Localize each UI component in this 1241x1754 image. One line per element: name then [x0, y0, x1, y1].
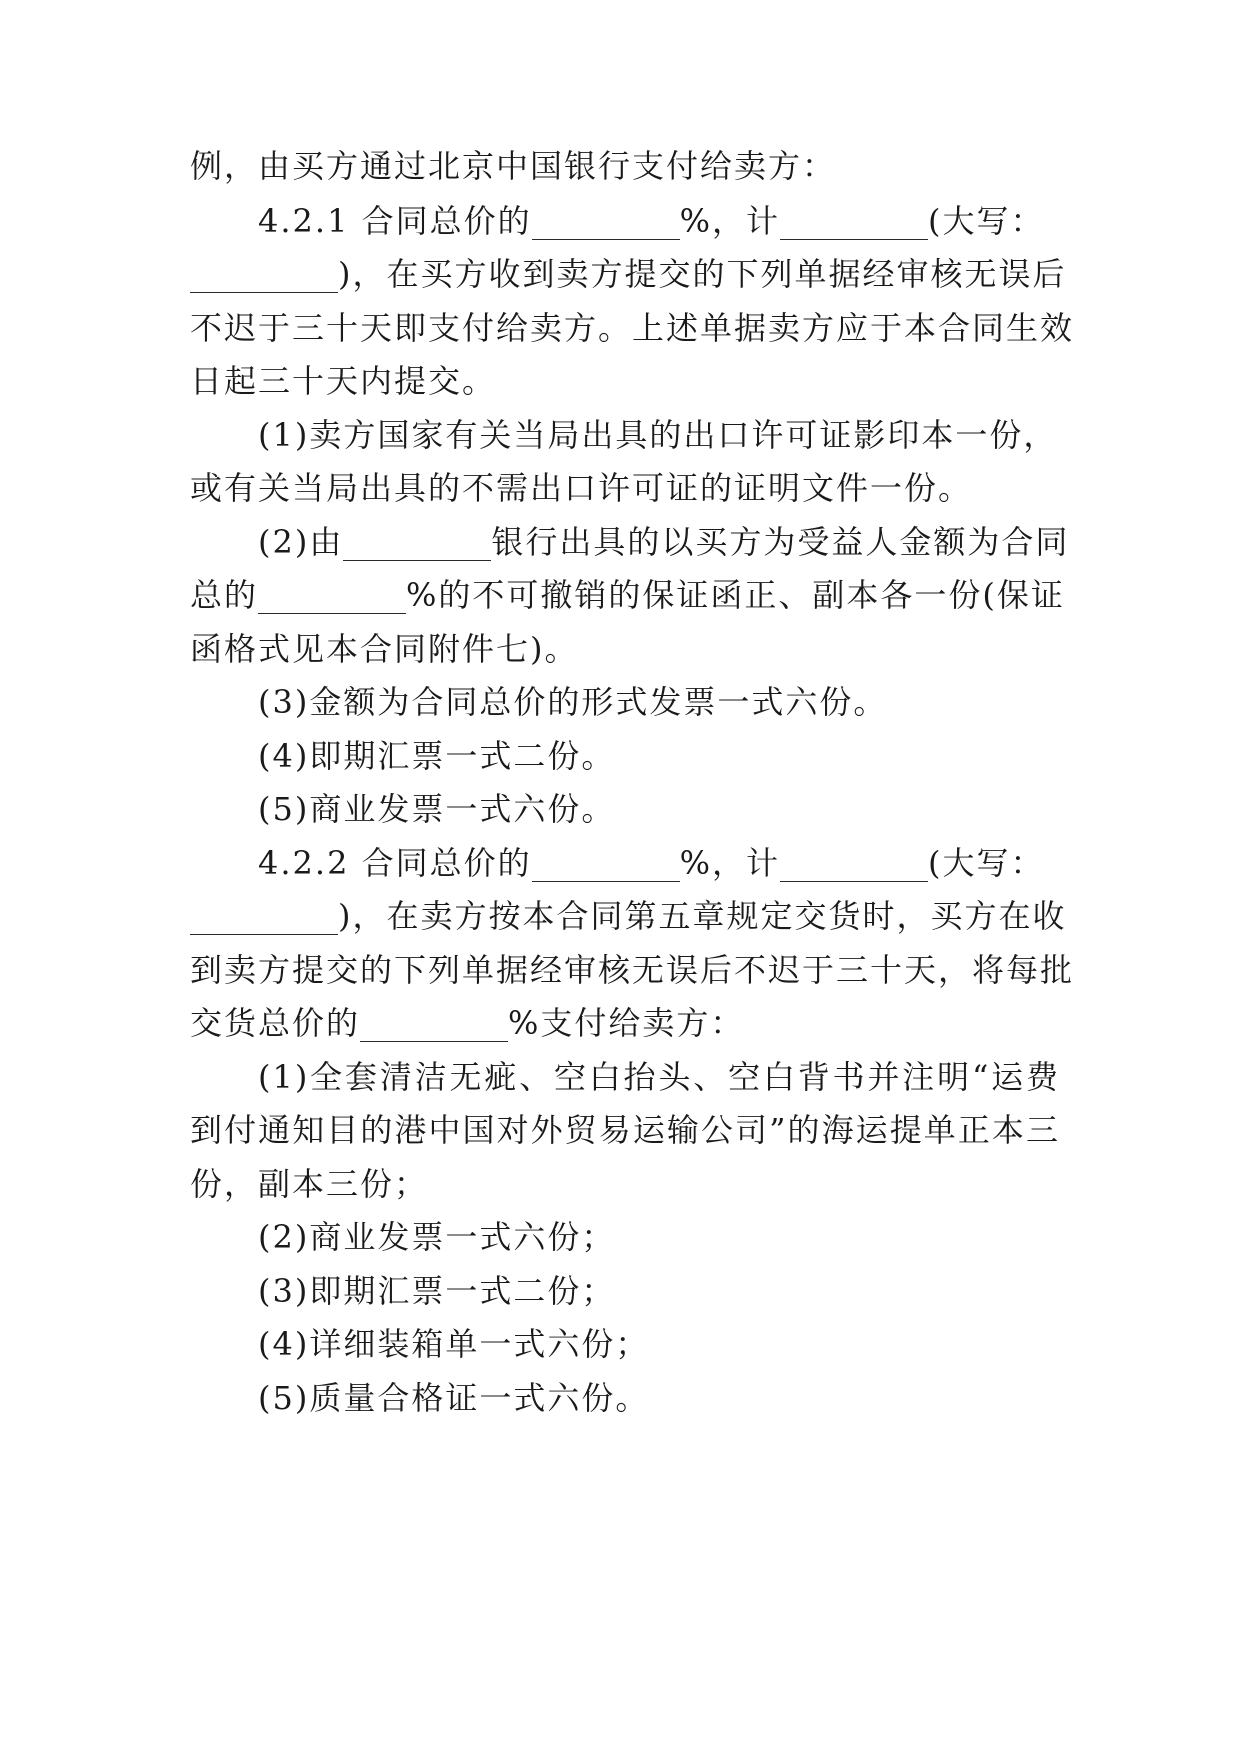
bank-name-blank	[343, 522, 491, 561]
paragraph-line	[190, 994, 1060, 1052]
line-text: 份，副本三份；	[190, 1165, 429, 1203]
list-item	[258, 1262, 1060, 1320]
list-item	[258, 1315, 1060, 1373]
line-text: (1)卖方国家有关当局出具的出口许可证影印本一份，	[258, 416, 1058, 454]
capital-label: (大写：	[928, 844, 1045, 882]
line-text: 日起三十天内提交。	[190, 362, 497, 400]
line-text: (5)商业发票一式六份。	[258, 790, 616, 828]
paragraph-line	[190, 245, 1067, 303]
line-text: 不迟于三十天即支付给卖方。上述单据卖方应于本合同生效	[190, 309, 1075, 347]
line-text: (3)金额为合同总价的形式发票一式六份。	[258, 683, 888, 721]
paragraph-line	[190, 941, 1075, 999]
list-item	[258, 1369, 1060, 1427]
line-text: 银行出具的以买方为受益人金额为合同	[491, 523, 1070, 561]
list-item	[258, 780, 1060, 838]
list-item	[258, 1048, 1060, 1106]
paragraph-line	[190, 620, 1060, 678]
line-text: 交货总价的	[190, 1004, 361, 1042]
clause-4-2-1-line	[258, 192, 1060, 250]
amount-blank	[780, 843, 928, 882]
list-item	[258, 727, 1060, 785]
list-item	[258, 1208, 1060, 1266]
paragraph-line	[190, 137, 837, 195]
percentage-blank	[532, 201, 680, 240]
line-text: %支付给卖方：	[508, 1004, 745, 1042]
line-text: 总的	[190, 576, 259, 614]
list-item	[258, 513, 1070, 571]
capital-label: (大写：	[928, 202, 1045, 240]
amount-label: %，计	[679, 202, 781, 240]
line-text: (2)由	[258, 523, 344, 561]
percentage-blank	[258, 575, 406, 614]
line-text: (5)质量合格证一式六份。	[258, 1379, 650, 1417]
paragraph-line	[190, 887, 1067, 945]
paragraph-line	[190, 566, 1065, 624]
capital-amount-blank	[190, 254, 338, 293]
percentage-blank	[360, 1003, 508, 1042]
line-text: 到付通知目的港中国对外贸易运输公司”的海运提单正本三	[190, 1111, 1060, 1149]
clause-number-text: 4.2.1 合同总价的	[258, 202, 532, 240]
clause-4-2-2-line	[258, 834, 1060, 892]
clause-number-text: 4.2.2 合同总价的	[258, 844, 532, 882]
line-text: 或有关当局出具的不需出口许可证的证明文件一份。	[190, 469, 973, 507]
line-text: 例，由买方通过北京中国银行支付给卖方：	[190, 147, 837, 185]
line-text: )，在卖方按本合同第五章规定交货时，买方在收	[338, 897, 1067, 935]
amount-blank	[780, 201, 928, 240]
line-text: (4)即期汇票一式二份。	[258, 737, 616, 775]
capital-amount-blank	[190, 896, 338, 935]
line-text: 函格式见本合同附件七)。	[190, 630, 579, 668]
percentage-blank	[532, 843, 680, 882]
paragraph-line	[190, 299, 1075, 357]
list-item	[258, 406, 1060, 464]
line-text: (3)即期汇票一式二份；	[258, 1272, 616, 1310]
paragraph-line	[190, 352, 1060, 410]
list-item	[258, 673, 1060, 731]
line-text: (1)全套清洁无疵、空白抬头、空白背书并注明“运费	[258, 1058, 1060, 1096]
line-text: %的不可撤销的保证函正、副本各一份(保证	[406, 576, 1065, 614]
paragraph-line	[190, 1101, 1060, 1159]
line-text: )，在买方收到卖方提交的下列单据经审核无误后	[338, 255, 1067, 293]
line-text: (2)商业发票一式六份；	[258, 1218, 616, 1256]
paragraph-line	[190, 459, 1060, 517]
paragraph-line	[190, 1155, 1060, 1213]
line-text: 到卖方提交的下列单据经审核无误后不迟于三十天，将每批	[190, 951, 1075, 989]
line-text: (4)详细装箱单一式六份；	[258, 1325, 650, 1363]
amount-label: %，计	[679, 844, 781, 882]
